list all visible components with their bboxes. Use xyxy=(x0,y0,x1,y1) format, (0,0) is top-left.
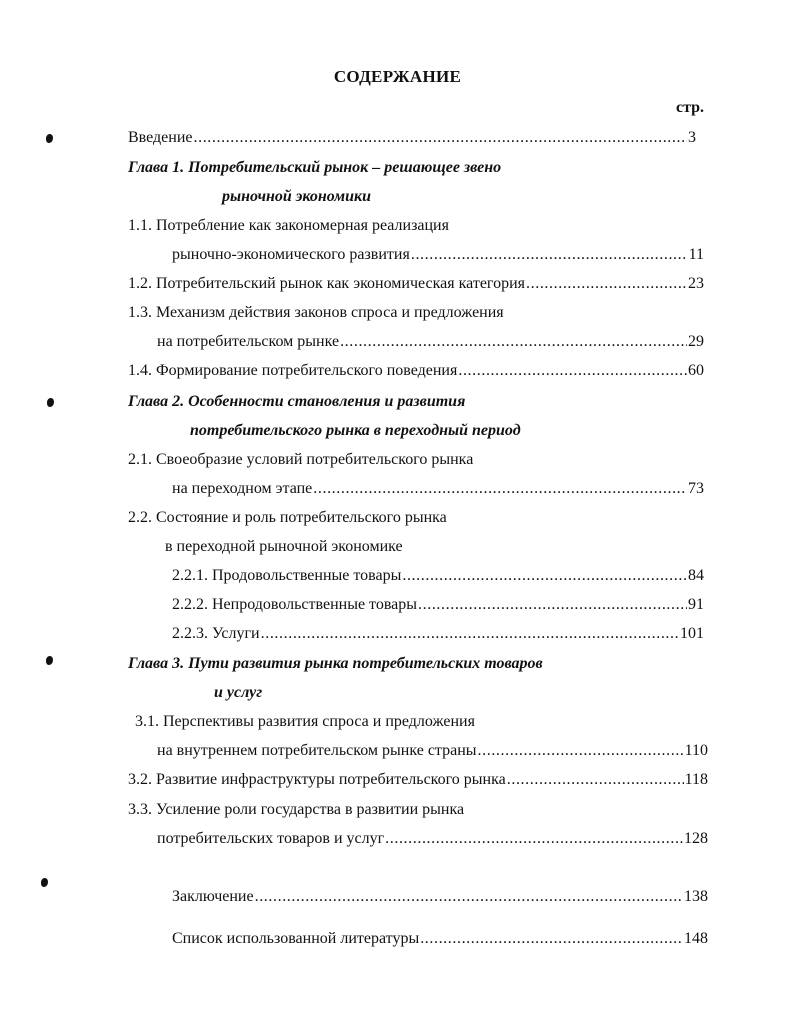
toc-entry-text: 3.2. Развитие инфраструктуры потребительского рынка xyxy=(128,771,506,788)
toc-entry xyxy=(157,740,708,762)
toc-entry-page: 60 xyxy=(688,362,704,379)
scan-mark xyxy=(47,398,54,407)
toc-entry-text: 2.1. Своеобразие условий потребительского рынка xyxy=(128,451,474,468)
leader-dots xyxy=(420,928,683,950)
toc-entry xyxy=(172,623,704,645)
toc-entry-page: 110 xyxy=(684,742,708,759)
page-title: СОДЕРЖАНИЕ xyxy=(333,67,462,86)
toc-chapter xyxy=(190,420,521,442)
toc-entry-text: 2.2.3. Услуги xyxy=(172,625,260,642)
toc-entry-page: 11 xyxy=(688,246,704,263)
leader-dots xyxy=(418,594,687,616)
toc-entry-page: 73 xyxy=(688,480,704,497)
leader-dots xyxy=(313,478,687,500)
toc-entry-text: Заключение xyxy=(172,888,254,905)
leader-dots xyxy=(526,273,687,295)
toc-entry-text: 2.2. Состояние и роль потребительского рынка xyxy=(128,509,447,526)
toc-entry xyxy=(128,449,473,471)
toc-entry-text: 2.2.1. Продовольственные товары xyxy=(172,567,402,584)
toc-entry xyxy=(172,886,708,908)
leader-dots xyxy=(261,623,679,645)
toc-entry-text: в переходной рыночной экономике xyxy=(165,538,403,555)
leader-dots xyxy=(385,828,683,850)
toc-chapter xyxy=(128,653,543,675)
toc-entry xyxy=(165,536,403,558)
toc-entry-page: 29 xyxy=(688,333,704,350)
leader-dots xyxy=(478,740,684,762)
toc-entry-text: 3.1. Перспективы развития спроса и предложения xyxy=(135,713,475,730)
toc-entry-text: 1.2. Потребительский рынок как экономическая категория xyxy=(128,275,526,292)
toc-entry xyxy=(128,799,464,821)
leader-dots xyxy=(255,886,683,908)
toc-entry-text: рыночно-экономического развития xyxy=(172,246,410,263)
toc-entry-text: 3.3. Усиление роли государства в развитии рынка xyxy=(128,801,465,818)
toc-chapter xyxy=(128,157,501,179)
toc-entry-page: 138 xyxy=(684,888,708,905)
toc-chapter-text: Глава 3. Пути развития рынка потребительских товаров xyxy=(128,655,543,672)
page-column-label: стр. xyxy=(676,99,705,116)
toc-entry-page: 3 xyxy=(688,129,696,146)
scan-mark xyxy=(41,878,48,887)
toc-entry-text: 2.2.2. Непродовольственные товары xyxy=(172,596,418,613)
toc-entry-page: 91 xyxy=(688,596,704,613)
toc-entry xyxy=(172,928,708,950)
scan-mark xyxy=(46,656,53,665)
toc-chapter-text: и услуг xyxy=(214,684,263,701)
toc-entry-page: 84 xyxy=(688,567,704,584)
leader-dots xyxy=(507,769,684,791)
toc-entry-text: 1.3. Механизм действия законов спроса и предложения xyxy=(128,304,504,321)
toc-entry xyxy=(128,507,447,529)
toc-entry xyxy=(128,127,696,149)
toc-entry-page: 118 xyxy=(684,771,708,788)
toc-entry xyxy=(172,478,704,500)
toc-chapter-text: рыночной экономики xyxy=(222,188,372,205)
toc-entry-page: 101 xyxy=(680,625,704,642)
toc-entry xyxy=(128,215,449,237)
toc-entry xyxy=(157,828,708,850)
leader-dots xyxy=(458,360,687,382)
toc-entry-text: на потребительском рынке xyxy=(157,333,340,350)
toc-entry-text: Введение xyxy=(128,129,193,146)
leader-dots xyxy=(411,244,688,266)
toc-entry xyxy=(128,273,704,295)
toc-entry-text: на переходном этапе xyxy=(172,480,313,497)
toc-chapter-text: потребительского рынка в переходный период xyxy=(190,422,521,439)
toc-chapter xyxy=(128,391,465,413)
toc-entry xyxy=(128,769,708,791)
toc-entry xyxy=(172,565,704,587)
toc-chapter-text: Глава 1. Потребительский рынок – решающее звено xyxy=(128,159,502,176)
toc-chapter xyxy=(214,682,262,704)
toc-entry-text: Список использованной литературы xyxy=(172,930,420,947)
toc-chapter-text: Глава 2. Особенности становления и развития xyxy=(128,393,466,410)
toc-entry-text: потребительских товаров и услуг xyxy=(157,830,385,847)
toc-entry-text: на внутреннем потребительском рынке страны xyxy=(157,742,477,759)
toc-entry-text: 1.1. Потребление как закономерная реализация xyxy=(128,217,449,234)
toc-entry-page: 23 xyxy=(688,275,704,292)
toc-entry-text: 1.4. Формирование потребительского поведения xyxy=(128,362,458,379)
toc-entry xyxy=(128,360,704,382)
scan-mark xyxy=(46,134,53,143)
toc-entry xyxy=(172,244,704,266)
toc-entry-page: 128 xyxy=(684,830,708,847)
toc-entry xyxy=(172,594,704,616)
leader-dots xyxy=(340,331,687,353)
leader-dots xyxy=(402,565,687,587)
toc-chapter xyxy=(222,186,371,208)
leader-dots xyxy=(194,127,688,149)
toc-entry xyxy=(135,711,475,733)
toc-entry xyxy=(128,302,504,324)
toc-entry-page: 148 xyxy=(684,930,708,947)
toc-entry xyxy=(157,331,704,353)
